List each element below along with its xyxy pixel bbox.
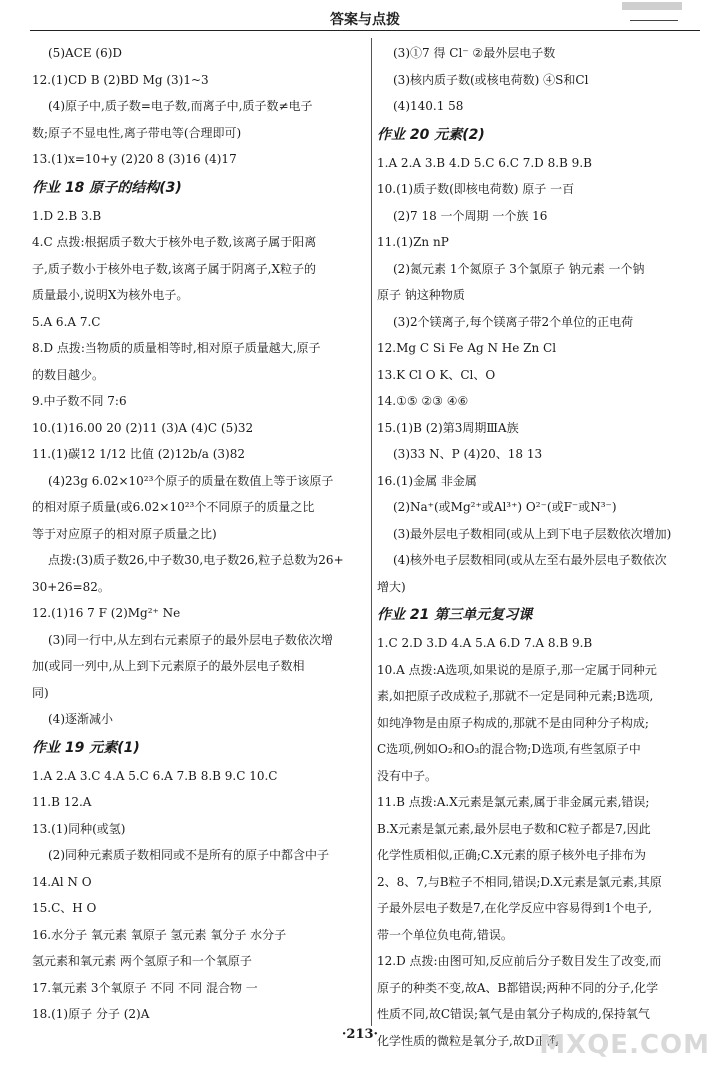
- answer-line: 带一个单位负电荷,错误。: [377, 927, 513, 942]
- section-heading: 作业 21 第三单元复习课: [377, 607, 533, 623]
- answer-line: 16.(1)金属 非金属: [377, 473, 477, 488]
- answer-line: (4)核外电子层数相同(或从左至右最外层电子数依次: [393, 553, 667, 567]
- answer-line: 2、8、7,与B粒子不相同,错误;D.X元素是氯元素,其原: [377, 874, 662, 889]
- answer-line: 11.(1)Zn nP: [377, 235, 449, 249]
- answer-line: 13.(1)x=10+y (2)20 8 (3)16 (4)17: [32, 152, 237, 166]
- answer-line: B.X元素是氯元素,最外层电子数和C粒子都是7,因此: [377, 821, 651, 836]
- answer-line: (2)7 18 一个周期 一个族 16: [393, 208, 548, 223]
- answer-line: 4.C 点拨:根据质子数大于核外电子数,该离子属于阳离: [32, 235, 317, 249]
- answer-line: (3)同一行中,从左到右元素原子的最外层电子数依次增: [48, 632, 333, 647]
- answer-line: 没有中子。: [377, 768, 438, 783]
- answer-line: 的相对原子质量(或6.02×10²³个不同原子的质量之比: [32, 500, 315, 514]
- answer-line: 17.氧元素 3个氧原子 不同 不同 混合物 一: [32, 980, 258, 995]
- section-heading: 作业 18 原子的结构(3): [32, 179, 182, 196]
- column-divider: [371, 38, 372, 1026]
- answer-line: 氢元素和氧元素 两个氢原子和一个氧原子: [32, 954, 252, 968]
- answer-line: 14.①⑤ ②③ ④⑥: [377, 394, 469, 408]
- answer-line: 原子 钠这种物质: [377, 288, 465, 302]
- answer-line: 素,如把原子改成粒子,那就不一定是同种元素;B选项,: [377, 689, 654, 703]
- answer-line: 的数目越少。: [32, 367, 105, 382]
- answer-line: 如纯净物是由原子构成的,那就不是由同种分子构成;: [377, 715, 649, 730]
- answer-line: 性质不同,故C错误;氧气是由氧分子构成的,保持氧气: [377, 1007, 650, 1021]
- answer-line: 12.(1)CD B (2)BD Mg (3)1~3: [32, 72, 209, 87]
- answer-line: (3)①7 得 Cl⁻ ②最外层电子数: [393, 46, 556, 60]
- answer-line: 9.中子数不同 7:6: [32, 394, 127, 408]
- answer-line: (4)逐渐减小: [48, 712, 113, 726]
- answer-line: 加(或同一列中,从上到下元素原子的最外层电子数相: [32, 659, 305, 673]
- left-column: [32, 40, 364, 1028]
- answer-line: 质量最小,说明X为核外电子。: [32, 288, 189, 302]
- answer-line: 原子的种类不变,故A、B都错误;两种不同的分子,化学: [377, 980, 659, 995]
- answer-line: 11.B 点拨:A.X元素是氯元素,属于非金属元素,错误;: [377, 795, 650, 809]
- section-heading: 作业 19 元素(1): [32, 739, 140, 756]
- answer-line: C选项,例如O₂和O₃的混合物;D选项,有些氢原子中: [377, 742, 641, 756]
- answer-line: 10.(1)质子数(即核电荷数) 原子 一百: [377, 182, 575, 196]
- answer-line: 1.C 2.D 3.D 4.A 5.A 6.D 7.A 8.B 9.B: [377, 636, 593, 650]
- answer-line: 14.Al N O: [32, 874, 92, 889]
- answer-line: 13.(1)同种(或氢): [32, 821, 126, 836]
- answer-line: 同): [32, 685, 49, 700]
- answer-line: 子,质子数小于核外电子数,该离子属于阴离子,X粒子的: [32, 261, 316, 276]
- header-title: 答案与点拨: [330, 12, 400, 28]
- answer-line: (4)140.1 58: [393, 99, 464, 113]
- header-decoration-line: [630, 20, 678, 21]
- answer-line: 1.A 2.A 3.B 4.D 5.C 6.C 7.D 8.B 9.B: [377, 155, 592, 170]
- answer-line: (4)原子中,质子数=电子数,而离子中,质子数≠电子: [48, 99, 313, 113]
- answer-line: (2)同种元素质子数相同或不是所有的原子中都含中子: [48, 848, 330, 862]
- answer-line: 18.(1)原子 分子 (2)A: [32, 1007, 150, 1021]
- answer-line: 数;原子不显电性,离子带电等(合理即可): [32, 125, 242, 140]
- answer-line: 10.A 点拨:A选项,如果说的是原子,那一定属于同种元: [377, 662, 657, 677]
- page-header: [30, 0, 700, 34]
- right-column: [377, 40, 702, 1054]
- answer-line: 12.Mg C Si Fe Ag N He Zn Cl: [377, 341, 557, 355]
- answer-line: 30+26=82。: [32, 579, 110, 594]
- answer-line: 12.(1)16 7 F (2)Mg²⁺ Ne: [32, 606, 181, 620]
- answer-line: 1.A 2.A 3.C 4.A 5.C 6.A 7.B 8.B 9.C 10.C: [32, 768, 278, 783]
- answer-line: 化学性质相似,正确;C.X元素的原子核外电子排布为: [377, 848, 646, 862]
- answer-line: 11.B 12.A: [32, 795, 92, 809]
- answer-line: (3)33 N、P (4)20、18 13: [393, 447, 543, 461]
- answer-line: 8.D 点拨:当物质的质量相等时,相对原子质量越大,原子: [32, 341, 321, 355]
- answer-line: (5)ACE (6)D: [48, 46, 123, 60]
- answer-line: 13.K Cl O K、Cl、O: [377, 367, 496, 382]
- answer-line: 点拨:(3)质子数26,中子数30,电子数26,粒子总数为26+: [48, 553, 344, 567]
- answer-line: 等于对应原子的相对原子质量之比): [32, 526, 217, 541]
- answer-line: 1.D 2.B 3.B: [32, 208, 102, 223]
- answer-line: 增大): [377, 579, 406, 594]
- answer-line: 子最外层电子数是7,在化学反应中容易得到1个电子,: [377, 901, 652, 915]
- answer-line: (2)氮元素 1个氮原子 3个氯原子 钠元素 一个钠: [393, 261, 645, 276]
- answer-line: 化学性质的微粒是氧分子,故D正确。: [377, 1033, 571, 1048]
- answer-line: 12.D 点拨:由图可知,反应前后分子数目发生了改变,而: [377, 954, 662, 968]
- answer-line: 10.(1)16.00 20 (2)11 (3)A (4)C (5)32: [32, 420, 254, 435]
- answer-line: (3)2个镁离子,每个镁离子带2个单位的正电荷: [393, 314, 634, 329]
- answer-line: 11.(1)碳12 1/12 比值 (2)12b/a (3)82: [32, 447, 245, 461]
- answer-line: (3)核内质子数(或核电荷数) ④S和Cl: [393, 72, 589, 87]
- answer-line: (3)最外层电子数相同(或从上到下电子层数依次增加): [393, 526, 672, 541]
- answer-line: (4)23g 6.02×10²³个原子的质量在数值上等于该原子: [48, 473, 334, 488]
- watermark: MXQE.COM: [539, 1030, 710, 1060]
- answer-line: 15.C、H O: [32, 901, 97, 915]
- answer-line: (2)Na⁺(或Mg²⁺或Al³⁺) O²⁻(或F⁻或N³⁻): [393, 500, 617, 514]
- answer-line: 5.A 6.A 7.C: [32, 314, 101, 329]
- section-heading: 作业 20 元素(2): [377, 126, 485, 143]
- page-number: ·213·: [341, 1027, 379, 1042]
- header-rule: [30, 30, 700, 31]
- answer-line: 15.(1)B (2)第3周期ⅢA族: [377, 420, 519, 435]
- answer-line: 16.水分子 氧元素 氧原子 氢元素 氧分子 水分子: [32, 927, 287, 942]
